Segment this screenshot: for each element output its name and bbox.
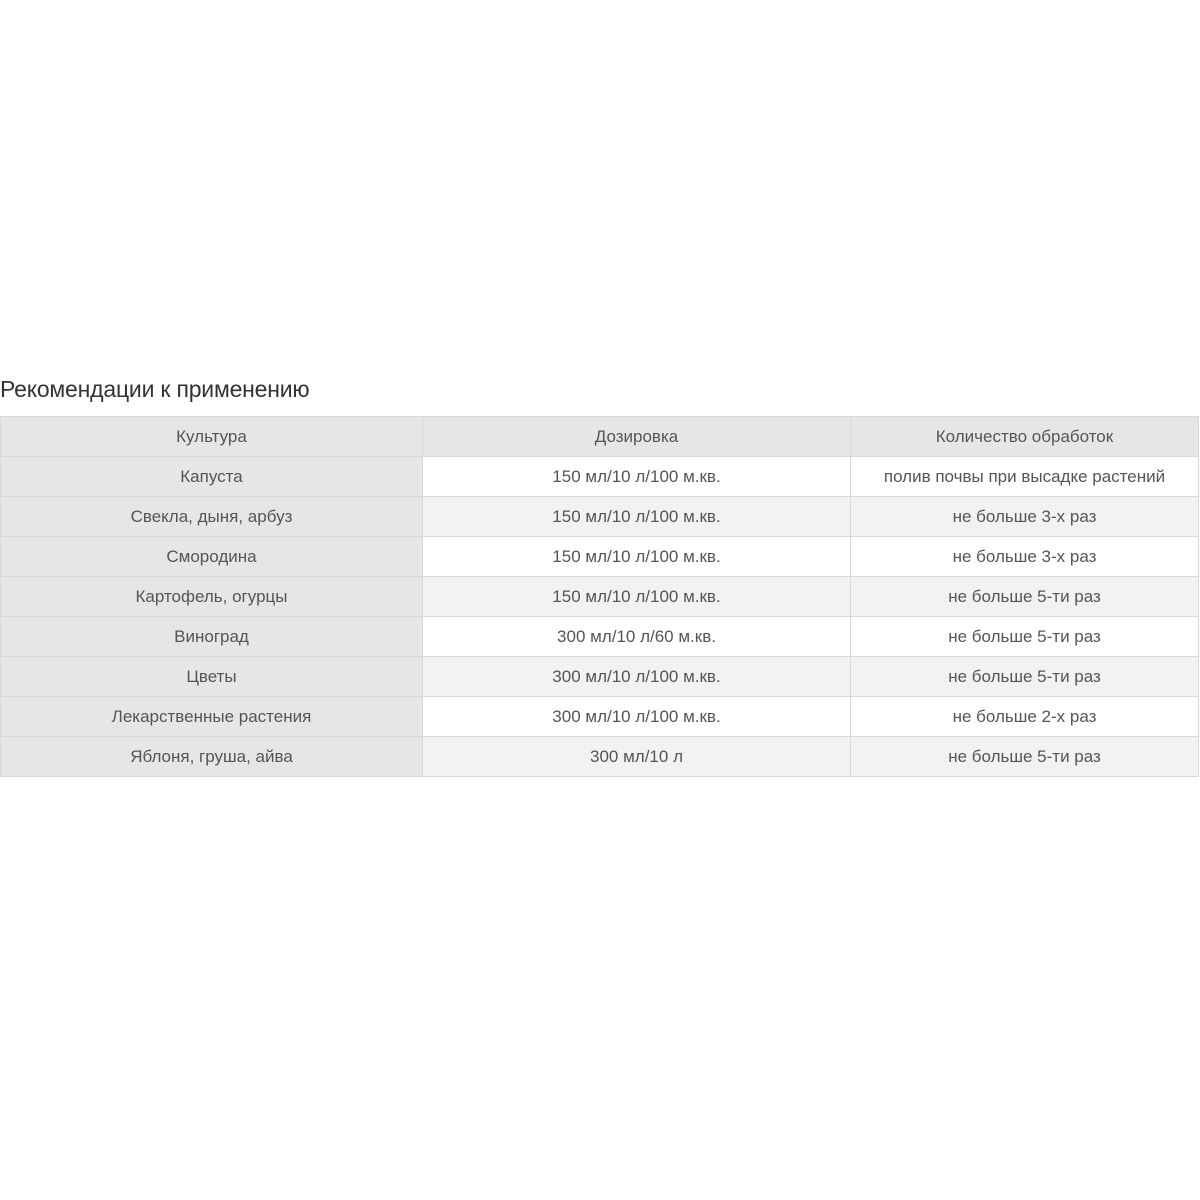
cell-culture: Свекла, дыня, арбуз — [1, 497, 423, 537]
cell-culture: Лекарственные растения — [1, 697, 423, 737]
cell-dosage: 300 мл/10 л/60 м.кв. — [423, 617, 851, 657]
table-row — [1, 537, 1199, 577]
cell-treatments: полив почвы при высадке растений — [851, 457, 1199, 497]
cell-treatments: не больше 5-ти раз — [851, 577, 1199, 617]
cell-dosage: 150 мл/10 л/100 м.кв. — [423, 497, 851, 537]
cell-dosage: 150 мл/10 л/100 м.кв. — [423, 537, 851, 577]
header-dosage: Дозировка — [423, 417, 851, 457]
header-row — [1, 417, 1199, 457]
table-row — [1, 737, 1199, 777]
cell-treatments: не больше 2-х раз — [851, 697, 1199, 737]
table-row — [1, 697, 1199, 737]
cell-treatments: не больше 5-ти раз — [851, 617, 1199, 657]
table-row — [1, 617, 1199, 657]
cell-treatments: не больше 3-х раз — [851, 537, 1199, 577]
cell-culture: Смородина — [1, 537, 423, 577]
table-header — [1, 417, 1199, 457]
recommendations-table — [0, 416, 1199, 777]
header-culture: Культура — [1, 417, 423, 457]
cell-dosage: 300 мл/10 л — [423, 737, 851, 777]
table-row — [1, 577, 1199, 617]
table-row — [1, 497, 1199, 537]
cell-culture: Виноград — [1, 617, 423, 657]
cell-dosage: 150 мл/10 л/100 м.кв. — [423, 457, 851, 497]
cell-dosage: 150 мл/10 л/100 м.кв. — [423, 577, 851, 617]
cell-dosage: 300 мл/10 л/100 м.кв. — [423, 697, 851, 737]
cell-treatments: не больше 3-х раз — [851, 497, 1199, 537]
section-title: Рекомендации к применению — [0, 376, 310, 402]
cell-treatments: не больше 5-ти раз — [851, 737, 1199, 777]
table-row — [1, 457, 1199, 497]
cell-treatments: не больше 5-ти раз — [851, 657, 1199, 697]
recommendations-section — [0, 372, 1198, 777]
cell-culture: Цветы — [1, 657, 423, 697]
cell-culture: Картофель, огурцы — [1, 577, 423, 617]
header-treatments: Количество обработок — [851, 417, 1199, 457]
cell-culture: Капуста — [1, 457, 423, 497]
cell-culture: Яблоня, груша, айва — [1, 737, 423, 777]
cell-dosage: 300 мл/10 л/100 м.кв. — [423, 657, 851, 697]
table-row — [1, 657, 1199, 697]
table-body — [1, 457, 1199, 777]
